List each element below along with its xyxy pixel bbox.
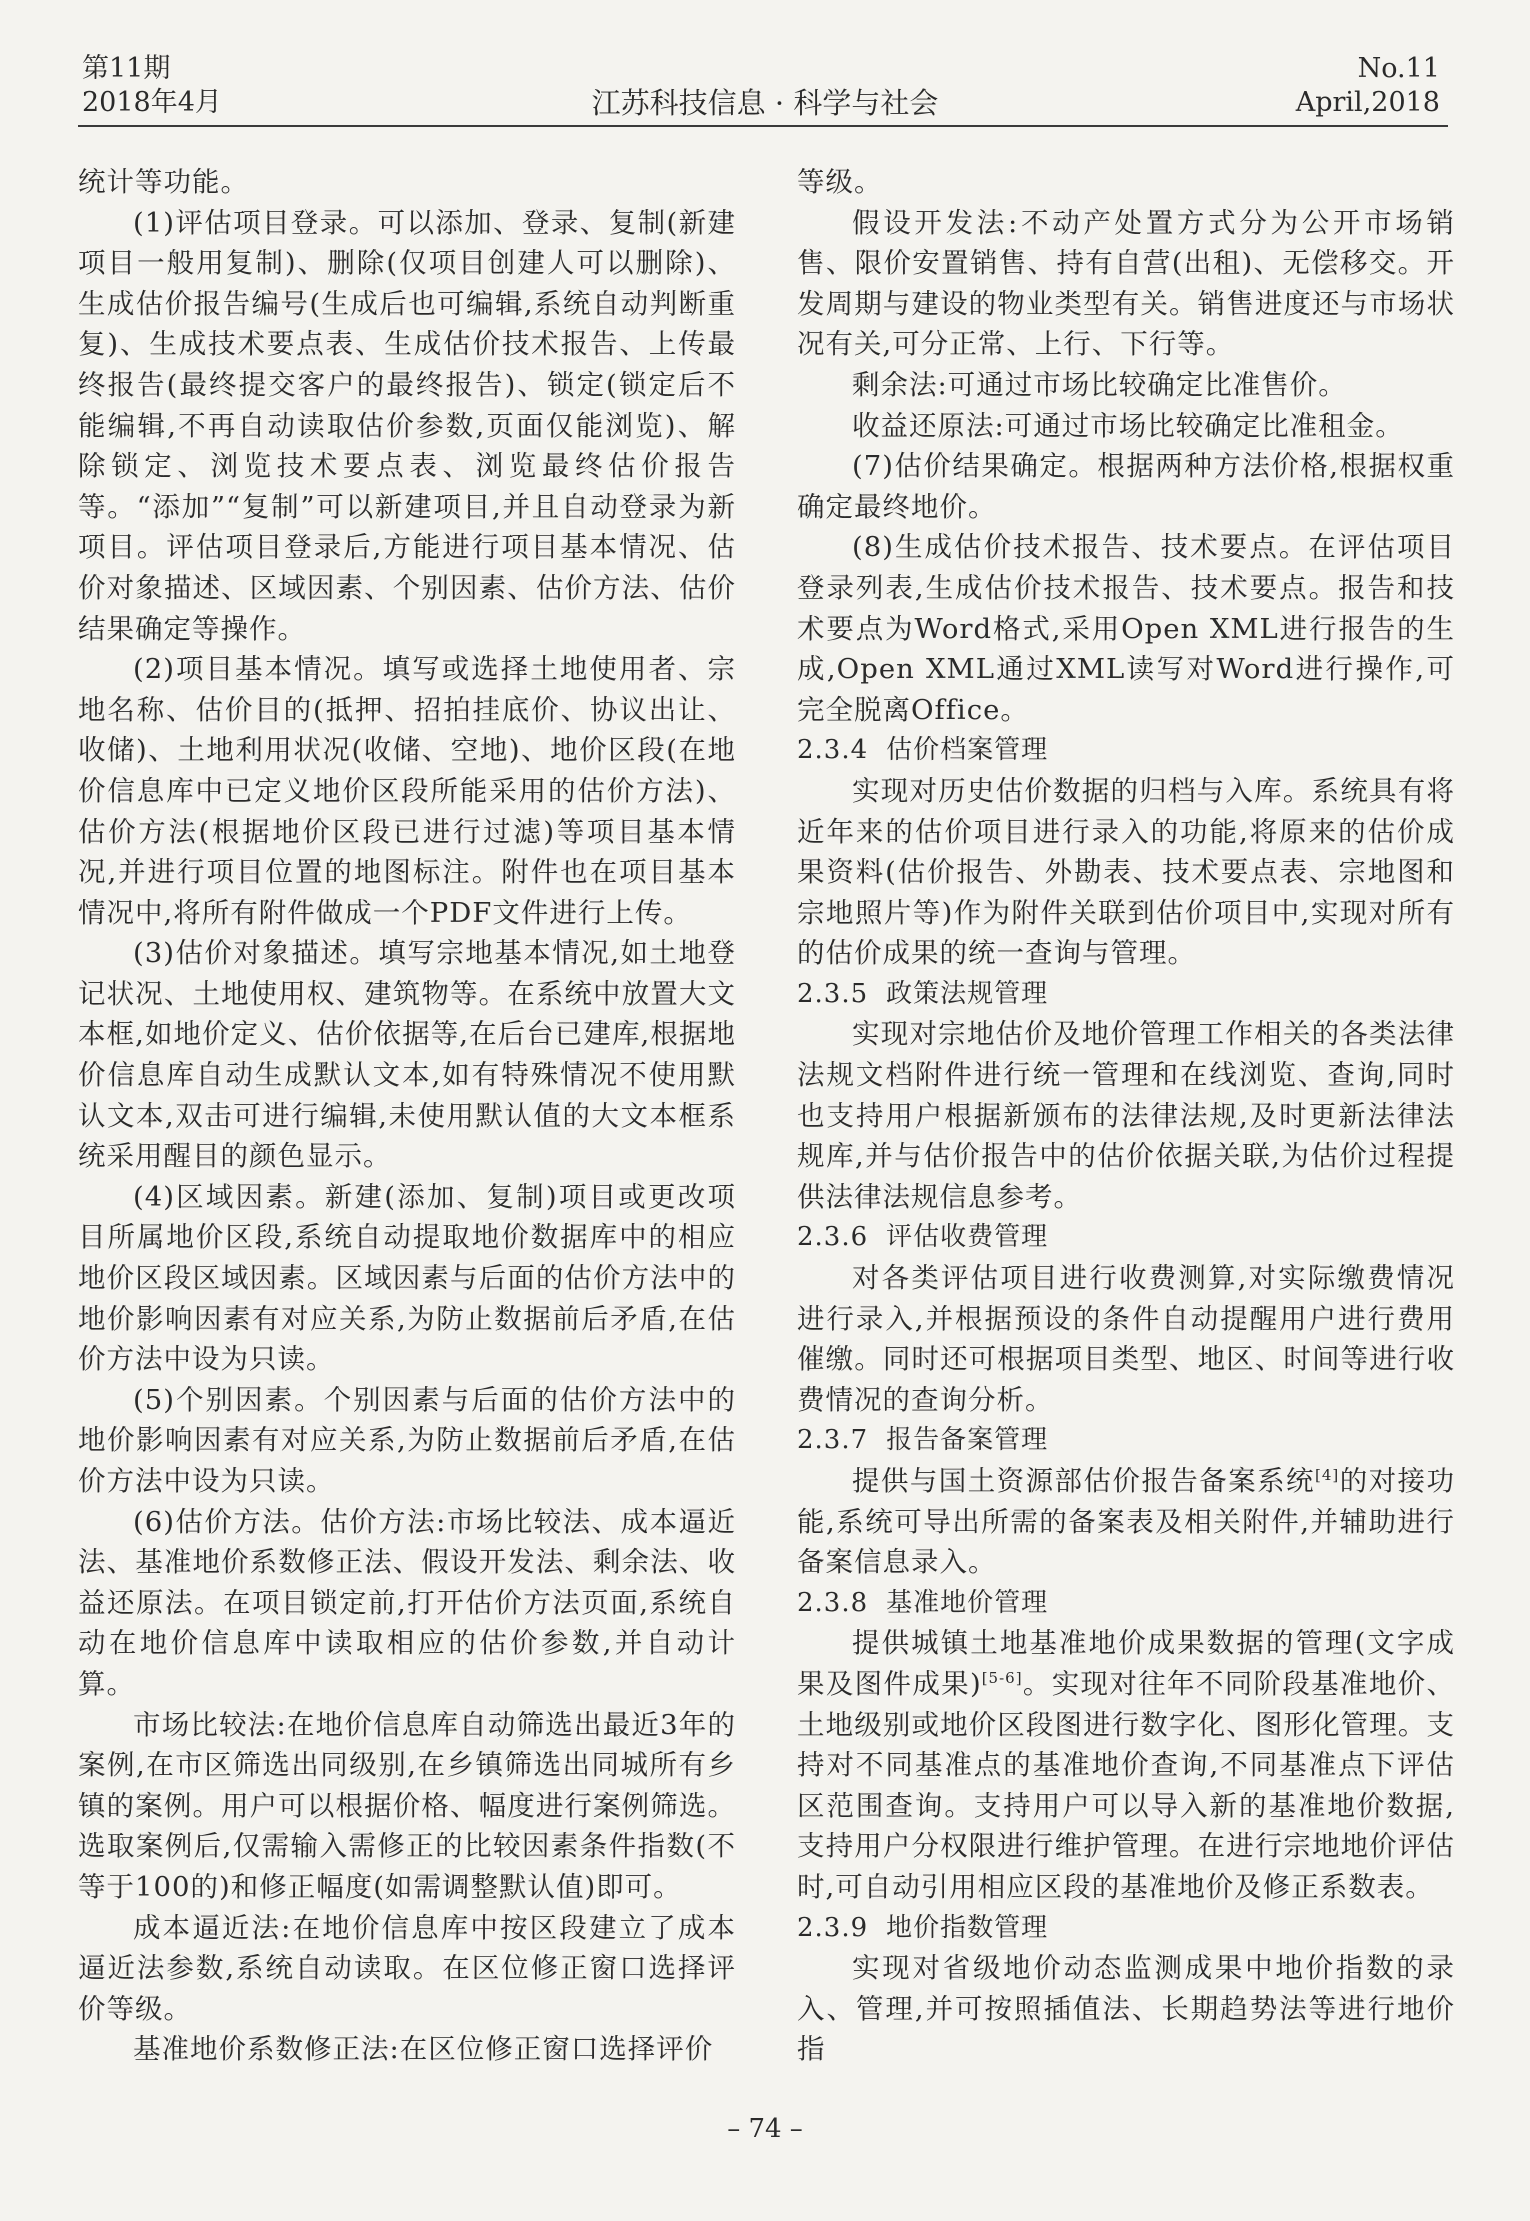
paragraph: 基准地价系数修正法:在区位修正窗口选择评价 — [133, 2033, 714, 2066]
header-rule — [78, 125, 1448, 127]
section-number: 2.3.8 — [797, 1587, 869, 1618]
section-number: 2.3.9 — [797, 1912, 869, 1943]
section-title: 基准地价管理 — [886, 1587, 1049, 1618]
paragraph: 实现对省级地价动态监测成果中地价指数的录入、管理,并可按照插值法、长期趋势法等进行地价指 — [797, 1952, 1455, 2066]
section-number: 2.3.6 — [797, 1222, 869, 1253]
section-number: 2.3.7 — [797, 1425, 869, 1456]
paragraph: 剩余法:可通过市场比较确定比准售价。 — [852, 368, 1347, 401]
paragraph: (1)评估项目登录。可以添加、登录、复制(新建项目一般用复制)、删除(仅项目创建人可以删除)、生成估价报告编号(生成后也可编辑,系统自动判断重复)、生成技术要点表、生成估价技术报告、上传最终报告(最终提交客户的最终报告)、锁定(锁定后不能编辑,不再自动读取估价参数,页面仅能浏览)、解除锁定、浏览技术要点表、浏览最终估价报告等。“添加”“复制”可以新建项目,并且自动登录为新项目。评估项目登录后,方能进行项目基本情况、估价对象描述、区域因素、个别因素、估价方法、估价结果确定等操作。 — [78, 206, 736, 645]
section-heading-2-3-8 — [797, 1583, 1455, 1624]
section-title: 地价指数管理 — [886, 1912, 1049, 1943]
section-heading-2-3-7 — [797, 1420, 1455, 1461]
header-right — [1296, 52, 1440, 120]
paragraph: (7)估价结果确定。根据两种方法价格,根据权重确定最终地价。 — [797, 450, 1455, 523]
page-number: – 74 – — [727, 2114, 803, 2144]
text-run: 提供与国土资源部估价报告备案系统 — [852, 1465, 1315, 1497]
text-run: 提供城镇土地基准地价成果数据的管理(文字成果及图件成果) — [797, 1627, 1455, 1700]
section-heading-2-3-4 — [797, 730, 1455, 771]
paragraph: (4)区域因素。新建(添加、复制)项目或更改项目所属地价区段,系统自动提取地价数据库中的相应地价区段区域因素。区域因素与后面的估价方法中的地价影响因素有对应关系,为防止数据前后矛盾,在估价方法中设为只读。 — [78, 1180, 736, 1376]
paragraph: 收益还原法:可通过市场比较确定比准租金。 — [852, 409, 1404, 442]
paragraph: 实现对历史估价数据的归档与入库。系统具有将近年来的估价项目进行录入的功能,将原来的估价成果资料(估价报告、外勘表、技术要点表、宗地图和宗地照片等)作为附件关联到估价项目中,实现对所有的估价成果的统一查询与管理。 — [797, 774, 1455, 970]
paragraph: 假设开发法:不动产处置方式分为公开市场销售、限价安置销售、持有自营(出租)、无偿移交。开发周期与建设的物业类型有关。销售进度还与市场状况有关,可分正常、上行、下行等。 — [797, 206, 1455, 361]
paragraph: 统计等功能。 — [78, 166, 249, 198]
paragraph: 成本逼近法:在地价信息库中按区段建立了成本逼近法参数,系统自动读取。在区位修正窗口选择评价等级。 — [78, 1911, 736, 2025]
paragraph: (5)个别因素。个别因素与后面的估价方法中的地价影响因素有对应关系,为防止数据前后矛盾,在估价方法中设为只读。 — [78, 1383, 736, 1497]
issue-en: No.11 — [1357, 53, 1440, 84]
paragraph: (2)项目基本情况。填写或选择土地使用者、宗地名称、估价目的(抵押、招拍挂底价、协议出让、收储)、土地利用状况(收储、空地)、地价区段(在地价信息库中已定义地价区段所能采用的估价方法)、估价方法(根据地价区段已进行过滤)等项目基本情况,并进行项目位置的地图标注。附件也在项目基本情况中,将所有附件做成一个PDF文件进行上传。 — [78, 653, 736, 929]
paragraph: 对各类评估项目进行收费测算,对实际缴费情况进行录入,并根据预设的条件自动提醒用户进行费用催缴。同时还可根据项目类型、地区、时间等进行收费情况的查询分析。 — [797, 1262, 1455, 1416]
page-header — [0, 0, 1530, 130]
section-number: 2.3.4 — [797, 735, 869, 766]
text-run: 。实现对往年不同阶段基准地价、土地级别或地价区段图进行数字化、图形化管理。支持对不同基准点的基准地价查询,不同基准点下评估区范围查询。支持用户可以导入新的基准地价数据,支持用户分权限进行维护管理。在进行宗地地价评估时,可自动引用相应区段的基准地价及修正系数表。 — [797, 1667, 1455, 1903]
section-heading-2-3-9 — [797, 1908, 1455, 1949]
paragraph — [797, 1623, 1455, 1907]
paragraph: (3)估价对象描述。填写宗地基本情况,如土地登记状况、土地使用权、建筑物等。在系统中放置大文本框,如地价定义、估价依据等,在后台已建库,根据地价信息库自动生成默认文本,如有特殊情况不使用默认文本,双击可进行编辑,未使用默认值的大文本框系统采用醒目的颜色显示。 — [78, 937, 736, 1173]
section-heading-2-3-5 — [797, 974, 1455, 1015]
left-column — [78, 162, 736, 2070]
paragraph: 实现对宗地估价及地价管理工作相关的各类法律法规文档附件进行统一管理和在线浏览、查询,同时也支持用户根据新颁布的法律法规,及时更新法律法规库,并与估价报告中的估价依据关联,为估价过程提供法律法规信息参考。 — [797, 1018, 1455, 1213]
section-title: 报告备案管理 — [886, 1425, 1049, 1456]
section-title: 估价档案管理 — [886, 735, 1049, 766]
section-title: 评估收费管理 — [886, 1222, 1049, 1253]
right-column — [797, 162, 1455, 2070]
paragraph — [797, 1461, 1455, 1583]
date-cn: 2018年4月 — [82, 87, 222, 118]
journal-title: 江苏科技信息 · 科学与社会 — [591, 86, 939, 120]
paragraph: (6)估价方法。估价方法:市场比较法、成本逼近法、基准地价系数修正法、假设开发法、剩余法、收益还原法。在项目锁定前,打开估价方法页面,系统自动在地价信息库中读取相应的估价参数,并自动计算。 — [78, 1505, 736, 1700]
issue-cn: 第11期 — [82, 53, 171, 84]
paragraph: 市场比较法:在地价信息库自动筛选出最近3年的案例,在市区筛选出同级别,在乡镇筛选出同城所有乡镇的案例。用户可以根据价格、幅度进行案例筛选。选取案例后,仅需输入需修正的比较因素条件指数(不等于100的)和修正幅度(如需调整默认值)即可。 — [78, 1708, 736, 1903]
citation: [4] — [1315, 1465, 1340, 1484]
text-run: 的对接功能,系统可导出所需的备案表及相关附件,并辅助进行备案信息录入。 — [797, 1465, 1455, 1579]
section-number: 2.3.5 — [797, 978, 869, 1009]
citation: [5-6] — [981, 1668, 1023, 1687]
section-title: 政策法规管理 — [886, 978, 1049, 1009]
paragraph: (8)生成估价技术报告、技术要点。在评估项目登录列表,生成估价技术报告、技术要点。报告和技术要点为Word格式,采用Open XML进行报告的生成,Open XML通过XML读写对Word进行操作,可完全脱离Office。 — [797, 531, 1455, 726]
section-heading-2-3-6 — [797, 1217, 1455, 1258]
paragraph: 等级。 — [797, 166, 883, 198]
date-en: April,2018 — [1295, 87, 1440, 118]
